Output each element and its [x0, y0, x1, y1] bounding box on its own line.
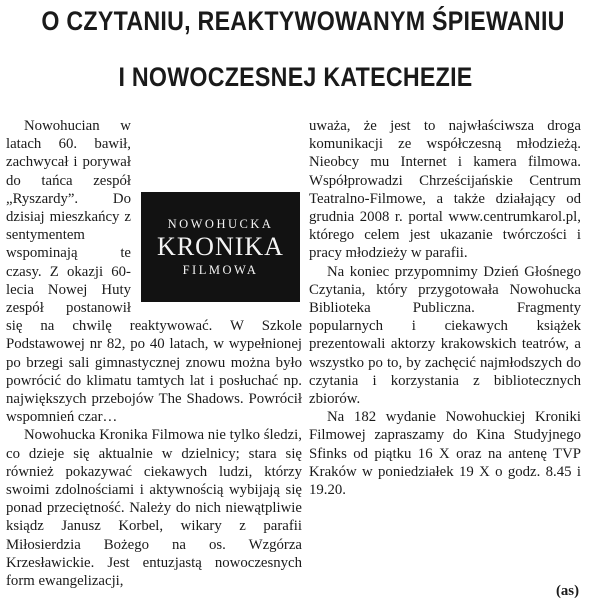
- logo-text-bottom: FILMOWA: [182, 263, 259, 277]
- article-paragraph: Na 182 wydanie Nowohuckiej Kroniki Filmowej zapraszamy do Kina Studyjnego Sfinks od piątku 16 X oraz na antenę TVP Kraków w poniedziałek 19 X o godz. 8.45 i 19.20.: [309, 409, 581, 499]
- article-paragraph: uważa, że jest to najwłaściwsza droga komunikacji ze współczesną młodzieżą. Nieobcy mu Internet i kamera filmowa. Współprowadzi Chrześcijańskie Centrum Teatralno-Filmowe, a także działający od grudnia 2008 r. portal www.centrumkarol.pl, którego celem jest ukazanie twórczości i pracy młodzieży w parafii.: [309, 118, 581, 262]
- logo-text-top: NOWOHUCKA: [167, 217, 274, 231]
- kronika-filmowa-logo: [141, 192, 300, 302]
- article-column-left: [6, 117, 302, 590]
- author-signature: (as): [555, 583, 579, 599]
- article-paragraph: Nowohucka Kronika Filmowa nie tylko śledzi, co dzieje się aktualnie w dzielnicy; stara się również pokazywać ciekawych ludzi, którzy swoimi zdolnościami i aktywnością wybijają się ponad przeciętność. Należy do nich niewątpliwie ksiądz Janusz Korbel, wikary z parafii Miłosierdzia Bożego na os. Wzgórza Krzesławickie. Jest entuzjastą nowoczesnych form ewangelizacji,: [6, 427, 302, 590]
- headline-line-2: I NOWOCZESNEJ KATECHEZIE: [118, 62, 473, 92]
- article-paragraph: Nowohucian w latach 60. bawił, zachwycał i porywał do tańca zespół „Ryszardy”. Do dzisiaj mieszkańcy z sentymentem wspominają te czasy. Z okazji 60-lecia Nowej Huty zespół postanowił się na chwilę reaktywować. W Szkole Podstawowej nr 82, po 40 latach, w wypełnionej po brzegi sali gimnastycznej znowu można było powrócić do klimatu tamtych lat i posłuchać np. największych przebojów The Shadows. Powrócił wspomnień czar…: [6, 118, 302, 426]
- article-column-right: [309, 117, 581, 499]
- article-paragraph: Na koniec przypomnimy Dzień Głośnego Czytania, który przygotowała Nowohucka Biblioteka Publiczna. Fragmenty popularnych i ciekawych książek prezentowali aktorzy krakowskich teatrów, a wszystko po to, by zachęcić najmłodszych do czytania i korzystania z bibliotecznych zbiorów.: [309, 263, 581, 408]
- headline-line-1: O CZYTANIU, REAKTYWOWANYM ŚPIEWANIU: [41, 6, 565, 36]
- logo-text-middle: KRONIKA: [157, 232, 284, 261]
